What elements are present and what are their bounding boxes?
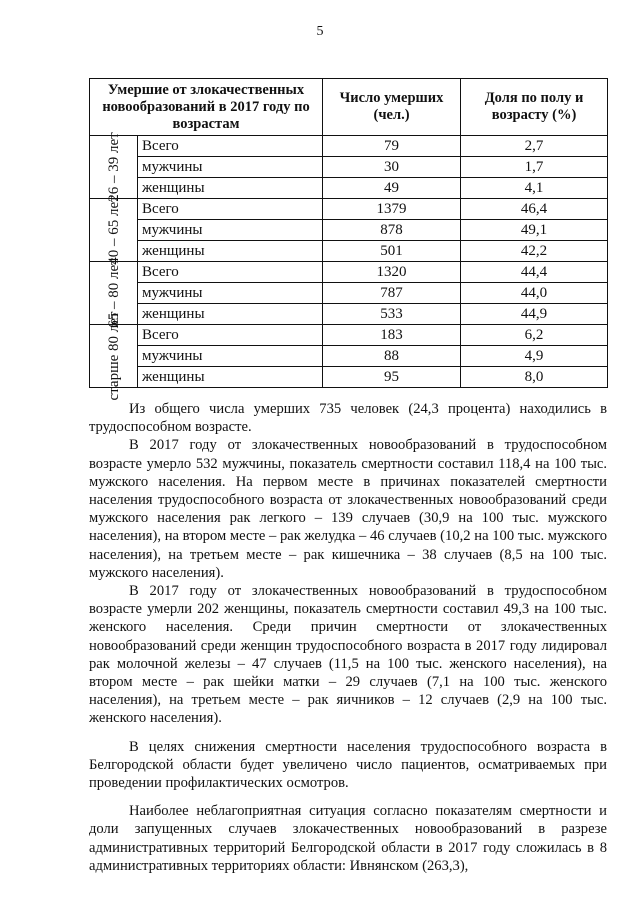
paragraph: В 2017 году от злокачественных новообразований в трудоспособном возрасте умерли 202 женщины, показатель смертности составил 49,3 на 100 тыс. женского населения. Среди причин смертности от злокачественных новообразований среди женщин трудоспособного возраста в 2017 году лидировал рак молочной железы – 47 случаев (11,5 на 100 тыс. женского населения), на втором месте – рак шейки матки – 29 случаев (7,1 на 100 тыс. женского населения), на третьем месте – рак яичников – 12 случаев (2,9 на 100 тыс. женского населения). xyxy=(89,583,607,727)
share-cell: 46,4 xyxy=(461,199,608,220)
deaths-count-cell: 30 xyxy=(323,157,461,178)
header-age-groups: Умершие от злокачественных новообразований в 2017 году по возрастам xyxy=(90,79,323,136)
deaths-count-cell: 49 xyxy=(323,178,461,199)
paragraph: В целях снижения смертности населения трудоспособного возраста в Белгородской области будет увеличено число пациентов, осматриваемых при проведении профилактических осмотров. xyxy=(89,738,607,792)
age-group-label: 65 – 80 лет xyxy=(105,258,122,328)
paragraph: Из общего числа умерших 735 человек (24,3 процента) находились в трудоспособном возрасте. xyxy=(89,401,607,436)
age-group-cell xyxy=(90,311,138,401)
table-row xyxy=(90,304,608,325)
table-row xyxy=(90,283,608,304)
deaths-count-cell: 533 xyxy=(323,304,461,325)
row-label: женщины xyxy=(138,241,323,262)
paragraph: В 2017 году от злокачественных новообразований в трудоспособном возрасте умерло 532 мужчины, показатель смертности составил 118,4 на 100 тыс. мужского населения. На первом месте в причинах показателей смертности населения трудоспособного возраста от злокачественных новообразований среди мужского населения рак легкого – 139 случаев (30,9 на 100 тыс. мужского населения), на втором месте – рак желудка – 46 случаев (10,2 на 100 тыс. мужского населения), на третьем месте – рак кишечника – 38 случаев (8,5 на 100 тыс. мужского населения). xyxy=(89,437,607,581)
deaths-count-cell: 79 xyxy=(323,136,461,157)
row-label: Всего xyxy=(138,199,323,220)
row-label: женщины xyxy=(138,367,323,388)
row-label: Всего xyxy=(138,136,323,157)
age-group-cell xyxy=(90,132,138,202)
table-row xyxy=(90,346,608,367)
deaths-count-cell: 183 xyxy=(323,325,461,346)
share-cell: 44,4 xyxy=(461,262,608,283)
age-group-cell xyxy=(90,195,138,265)
table-row xyxy=(90,367,608,388)
table-row xyxy=(90,325,608,346)
share-cell: 1,7 xyxy=(461,157,608,178)
deaths-count-cell: 501 xyxy=(323,241,461,262)
deaths-count-cell: 787 xyxy=(323,283,461,304)
share-cell: 4,9 xyxy=(461,346,608,367)
row-label: женщины xyxy=(138,178,323,199)
table-row xyxy=(90,136,608,157)
deaths-count-cell: 878 xyxy=(323,220,461,241)
table-row xyxy=(90,241,608,262)
deaths-count-cell: 1379 xyxy=(323,199,461,220)
share-cell: 42,2 xyxy=(461,241,608,262)
share-cell: 49,1 xyxy=(461,220,608,241)
deaths-count-cell: 1320 xyxy=(323,262,461,283)
paragraph: Наиболее неблагоприятная ситуация согласно показателям смертности и доли запущенных случаев злокачественных новообразований в разрезе административных территорий Белгородской области в 2017 году сложилась в 8 административных территориях области: Ивнянском (263,3), xyxy=(89,803,607,874)
header-deaths-count: Число умерших (чел.) xyxy=(323,79,461,136)
share-cell: 4,1 xyxy=(461,178,608,199)
share-cell: 2,7 xyxy=(461,136,608,157)
age-group-label: 26 – 39 лет xyxy=(105,132,122,202)
deaths-count-cell: 95 xyxy=(323,367,461,388)
mortality-table xyxy=(89,78,608,401)
row-label: мужчины xyxy=(138,283,323,304)
row-label: Всего xyxy=(138,262,323,283)
table-row xyxy=(90,199,608,220)
share-cell: 44,9 xyxy=(461,304,608,325)
table-row xyxy=(90,178,608,199)
table-header-row xyxy=(90,79,608,136)
table-body xyxy=(90,132,608,401)
header-share: Доля по полу и возрасту (%) xyxy=(461,79,608,136)
table-row xyxy=(90,220,608,241)
page-number: 5 xyxy=(316,24,324,39)
share-cell: 8,0 xyxy=(461,367,608,388)
row-label: женщины xyxy=(138,304,323,325)
table-row xyxy=(90,262,608,283)
age-group-label: 40 – 65 лет xyxy=(105,195,122,265)
row-label: Всего xyxy=(138,325,323,346)
share-cell: 6,2 xyxy=(461,325,608,346)
table-row xyxy=(90,157,608,178)
age-group-label: старше 80 лет xyxy=(105,311,122,401)
body-text xyxy=(89,400,607,875)
share-cell: 44,0 xyxy=(461,283,608,304)
row-label: мужчины xyxy=(138,157,323,178)
row-label: мужчины xyxy=(138,346,323,367)
row-label: мужчины xyxy=(138,220,323,241)
deaths-count-cell: 88 xyxy=(323,346,461,367)
